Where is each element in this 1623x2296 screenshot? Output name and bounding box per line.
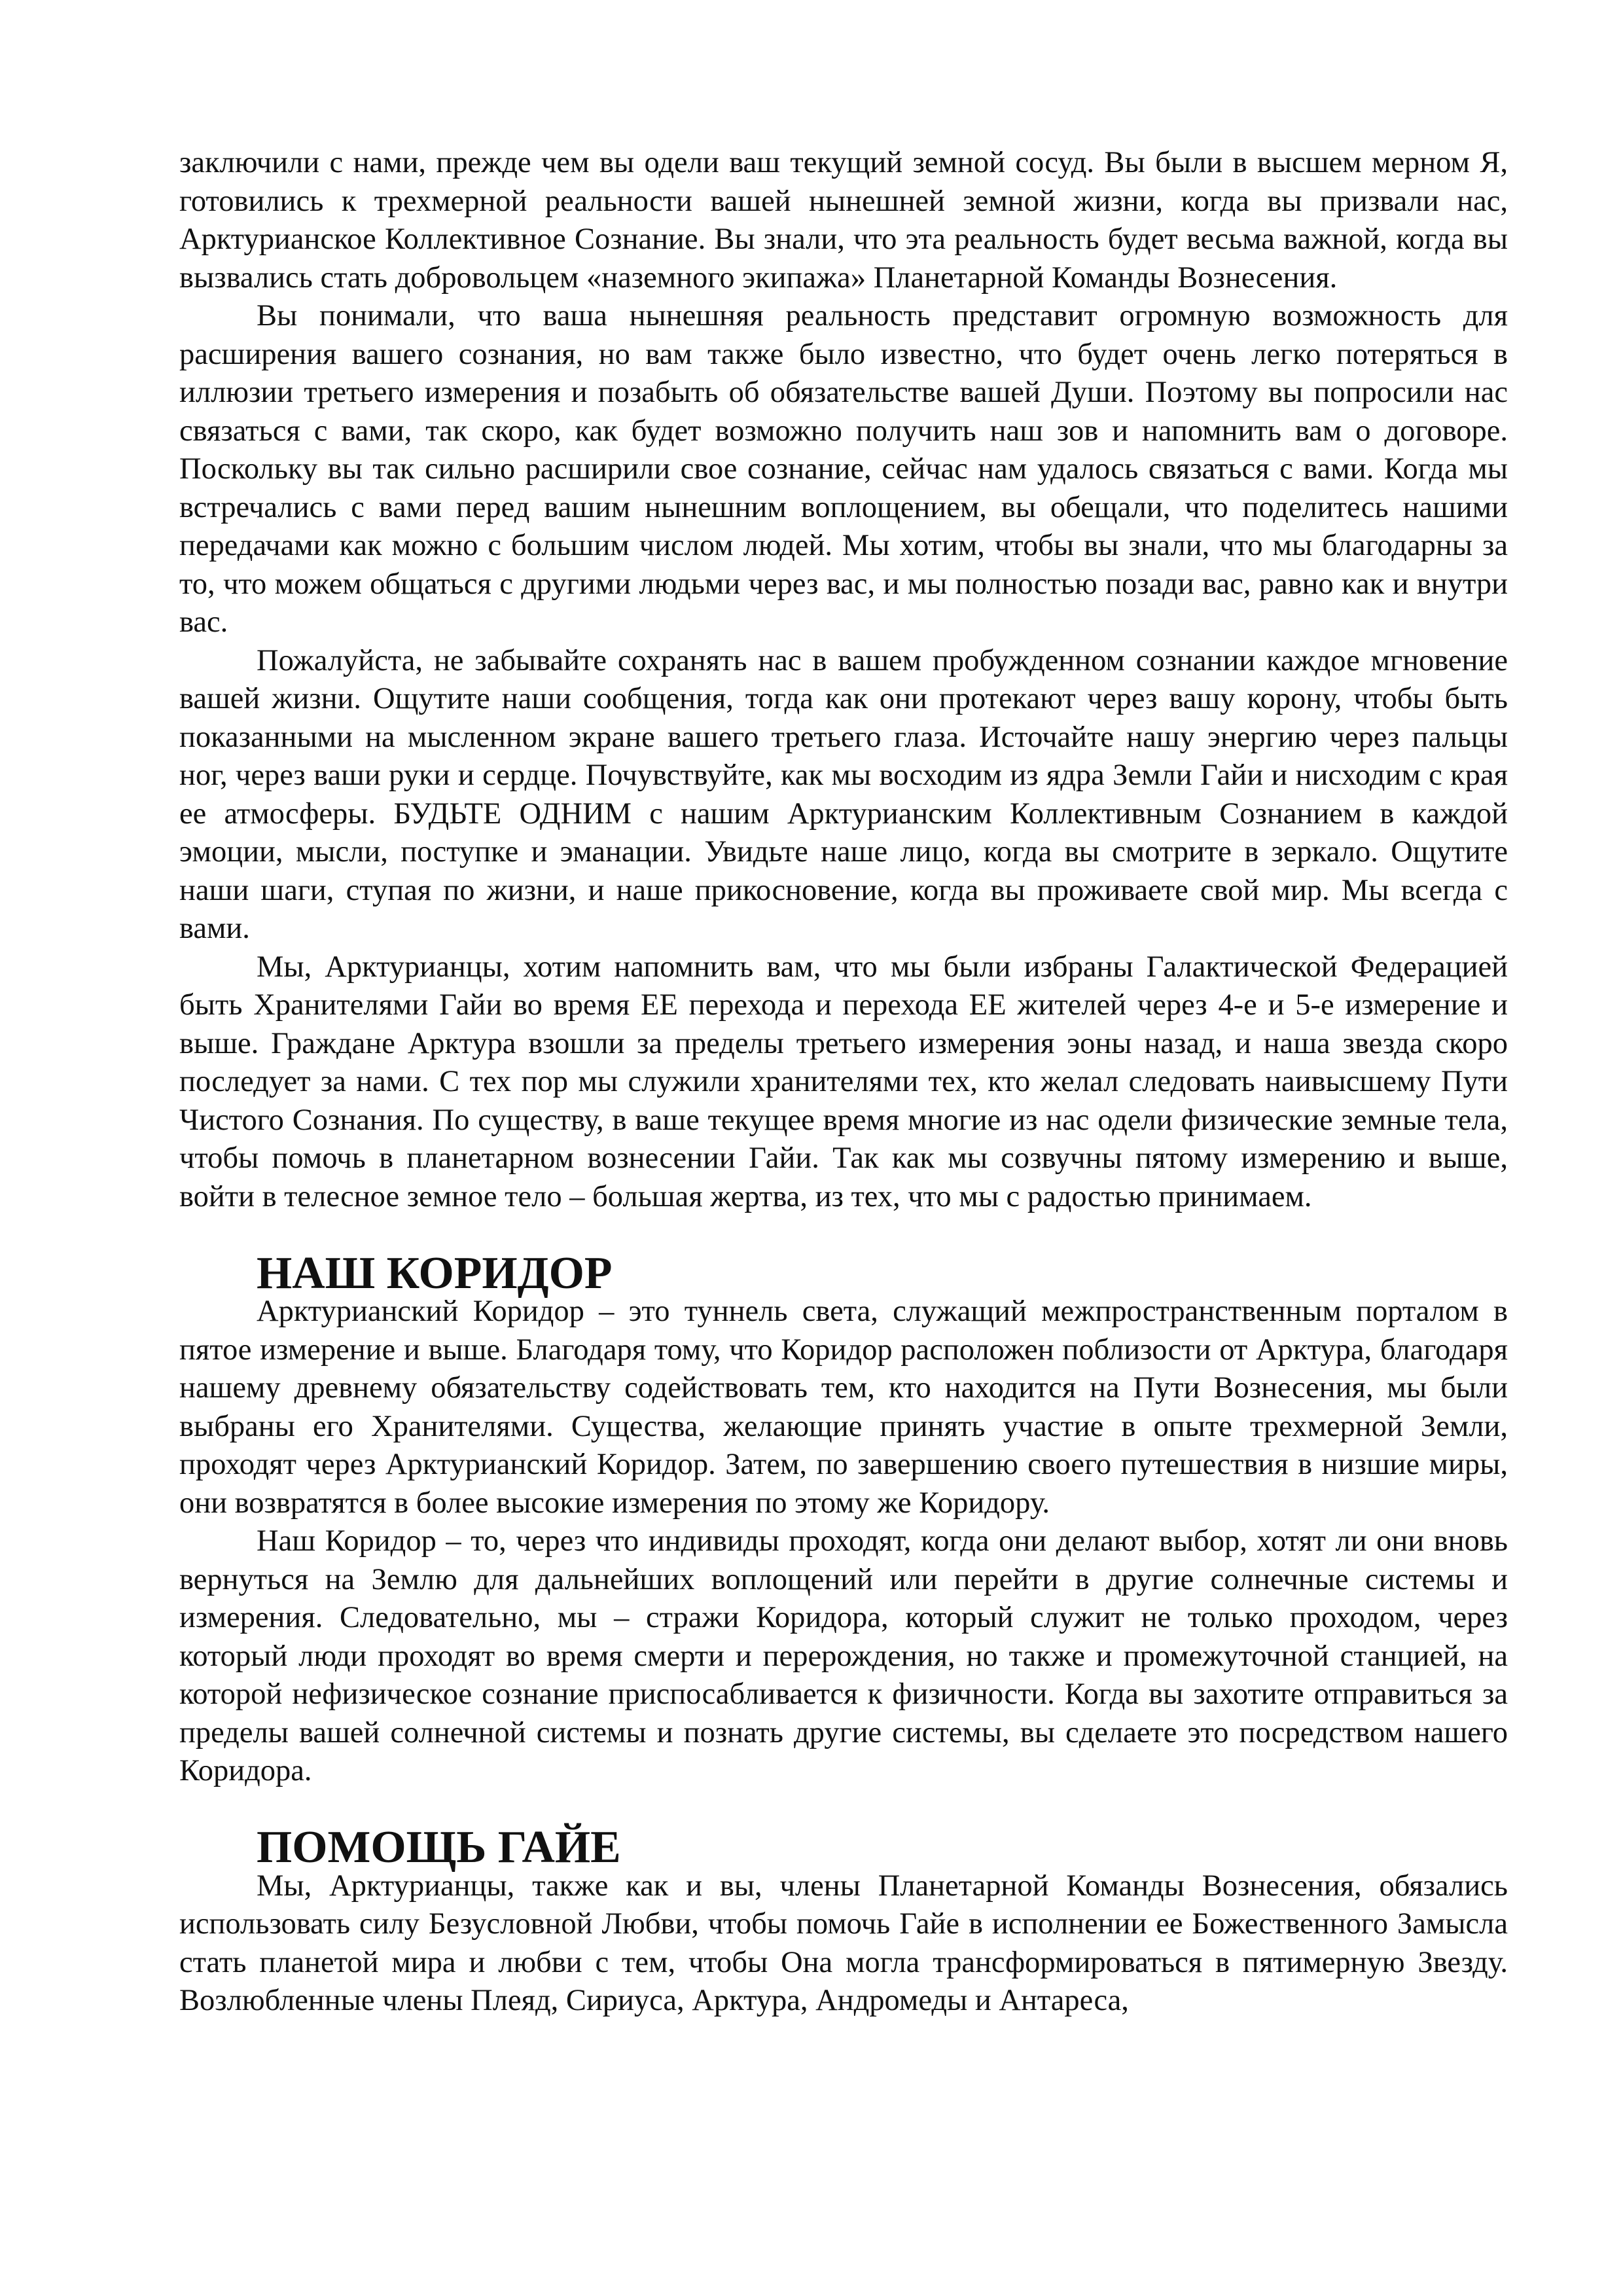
document-body <box>179 144 1508 2020</box>
section-heading-our-corridor: НАШ КОРИДОР <box>257 1247 613 1299</box>
paragraph: Мы, Арктурианцы, также как и вы, члены Планетарной Команды Вознесения, обязались использовать силу Безусловной Любви, чтобы помочь Гайе в исполнении ее Божественного Замысла стать планетой мира и любви с тем, чтобы Она могла трансформироваться в пятимерную Звезду. Возлюбленные члены Плеяд, Сириуса, Арктура, Андромеды и Антареса, <box>179 1869 1508 2017</box>
paragraph: Наш Коридор – то, через что индивиды проходят, когда они делают выбор, хотят ли они вновь вернуться на Землю для дальнейших воплощений или перейти в другие солнечные системы и измерения. Следовательно, мы – стражи Коридора, который служит не только проходом, через который люди проходят во время смерти и перерождения, но также и промежуточной станцией, на которой нефизическое сознание приспосабливается к физичности. Когда вы захотите отправиться за пределы вашей солнечной системы и познать другие системы, вы сделаете это посредством нашего Коридора. <box>179 1524 1508 1787</box>
paragraph: Пожалуйста, не забывайте сохранять нас в вашем пробужденном сознании каждое мгновение вашей жизни. Ощутите наши сообщения, тогда как они протекают через вашу корону, чтобы быть показанными на мысленном экране вашего третьего глаза. Источайте нашу энергию через пальцы ног, через ваши руки и сердце. Почувствуйте, как мы восходим из ядра Земли Гайи и нисходим с края ее атмосферы. БУДЬТЕ ОДНИМ с нашим Арктурианским Коллективным Сознанием в каждой эмоции, мысли, поступке и эманации. Увидьте наше лицо, когда вы смотрите в зеркало. Ощутите наши шаги, ступая по жизни, и наше прикосновение, когда вы проживаете свой мир. Мы всегда с вами. <box>179 643 1508 945</box>
paragraph: Вы понимали, что ваша нынешняя реальность представит огромную возможность для расширения вашего сознания, но вам также было известно, что будет очень легко потеряться в иллюзии третьего измерения и позабыть об обязательстве вашей Души. Поэтому вы попросили нас связаться с вами, так скоро, как будет возможно получить наш зов и напомнить вам о договоре. Поскольку вы так сильно расширили свое сознание, сейчас нам удалось связаться с вами. Когда мы встречались с вами перед вашим нынешним воплощением, вы обещали, что поделитесь нашими передачами как можно с большим числом людей. Мы хотим, чтобы вы знали, что мы благодарны за то, что можем общаться с другими людьми через вас, и мы полностью позади вас, равно как и внутри вас. <box>179 299 1508 639</box>
section-heading-helping-gaia: ПОМОЩЬ ГАЙЕ <box>257 1822 621 1873</box>
paragraph: Мы, Арктурианцы, хотим напомнить вам, что мы были избраны Галактической Федерацией быть Хранителями Гайи во время ЕЕ перехода и перехода ЕЕ жителей через 4-е и 5-е измерение и выше. Граждане Арктура взошли за пределы третьего измерения эоны назад, и наша звезда скоро последует за нами. С тех пор мы служили хранителями тех, кто желал следовать наивысшему Пути Чистого Сознания. По существу, в ваше текущее время многие из нас одели физические земные тела, чтобы помочь в планетарном вознесении Гайи. Так как мы созвучны пятому измерению и выше, войти в телесное земное тело – большая жертва, из тех, что мы с радостью принимаем. <box>179 950 1508 1213</box>
paragraph-continuation: заключили с нами, прежде чем вы одели ваш текущий земной сосуд. Вы были в высшем мерном Я, готовились к трехмерной реальности вашей нынешней земной жизни, когда вы призвали нас, Арктурианское Коллективное Сознание. Вы знали, что эта реальность будет весьма важной, когда вы вызвались стать добровольцем «наземного экипажа» Планетарной Команды Вознесения. <box>179 146 1508 295</box>
paragraph: Арктурианский Коридор – это туннель света, служащий межпространственным порталом в пятое измерение и выше. Благодаря тому, что Коридор расположен поблизости от Арктура, благодаря нашему древнему обязательству содействовать тем, кто находится на Пути Вознесения, мы были выбраны его Хранителями. Существа, желающие принять участие в опыте трехмерной Земли, проходят через Арктурианский Коридор. Затем, по завершению своего путешествия в низшие миры, они возвратятся в более высокие измерения по этому же Коридору. <box>179 1295 1508 1520</box>
